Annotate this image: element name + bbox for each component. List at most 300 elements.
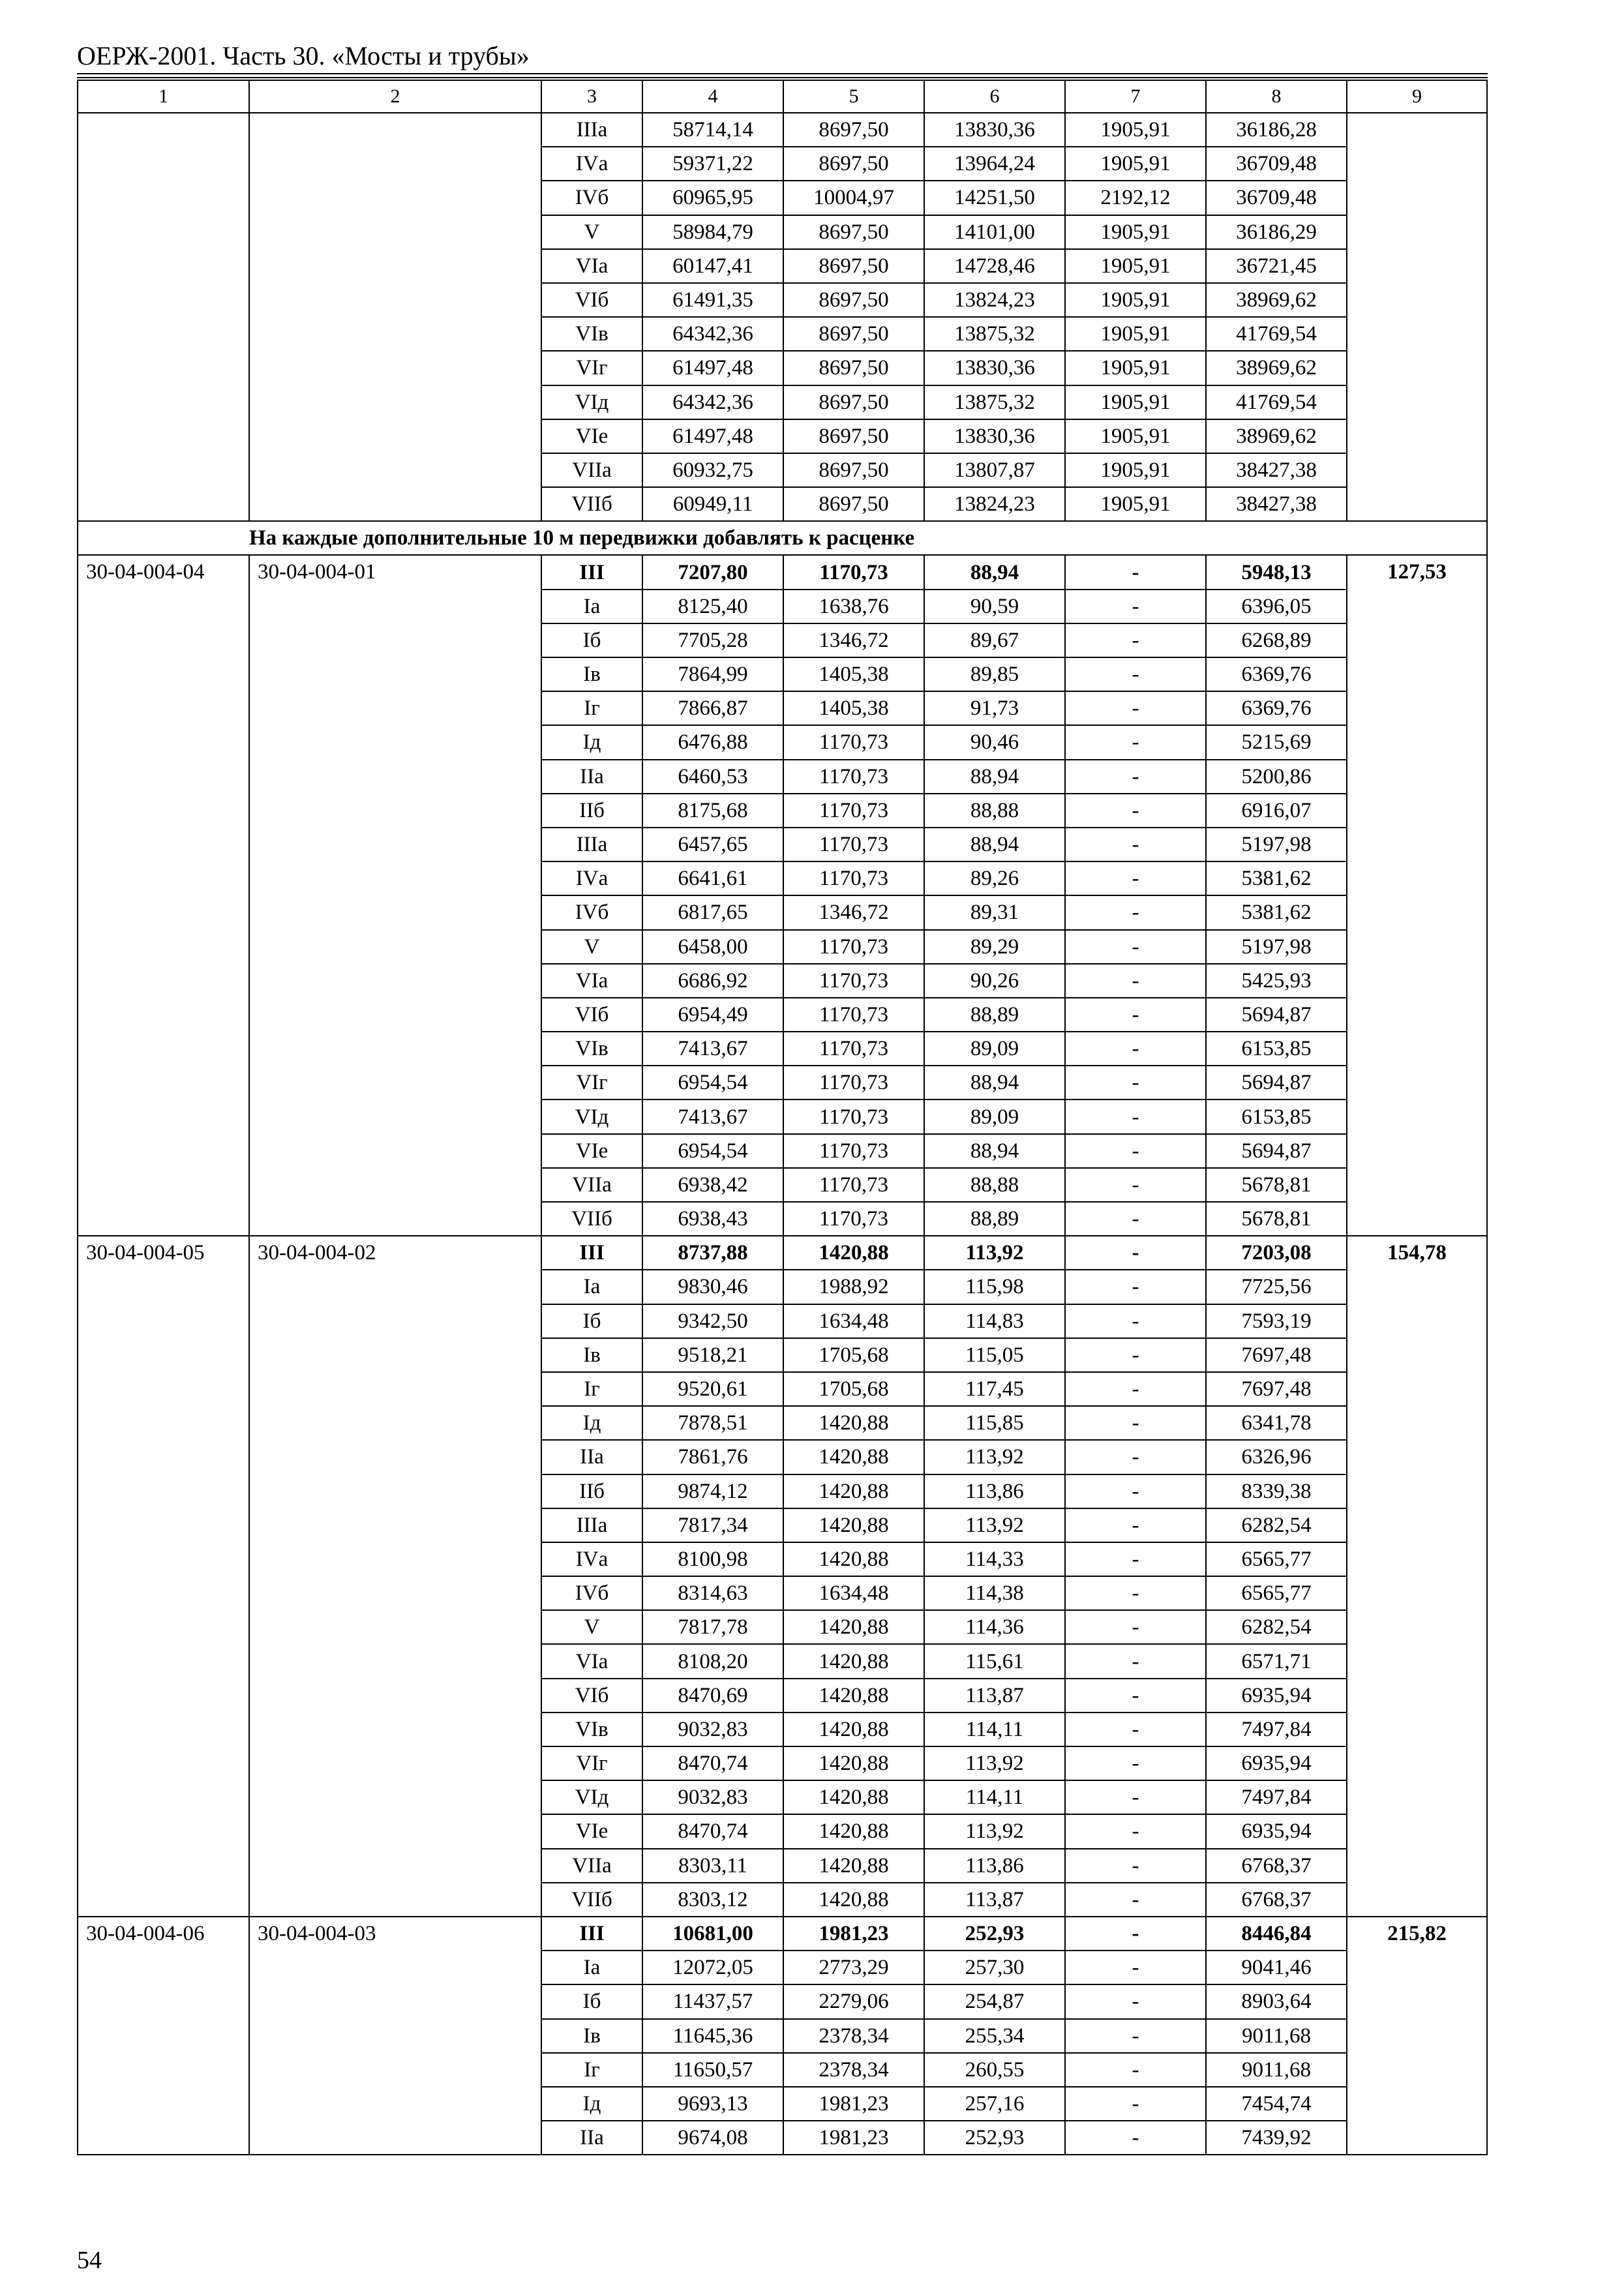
wage-cost: 8697,50 <box>783 317 924 351</box>
operator-wage: - <box>1065 2087 1206 2121</box>
material-cost: 5694,87 <box>1206 998 1347 1032</box>
total-cost: 8470,69 <box>642 1679 783 1713</box>
operator-wage: - <box>1065 964 1206 998</box>
machine-cost: 88,94 <box>924 828 1065 861</box>
machine-cost: 257,30 <box>924 1951 1065 1984</box>
total-cost: 64342,36 <box>642 385 783 419</box>
operator-wage: - <box>1065 1032 1206 1066</box>
machine-cost: 113,92 <box>924 1440 1065 1474</box>
territory-zone: VIв <box>541 1713 642 1746</box>
machine-cost: 114,38 <box>924 1576 1065 1610</box>
territory-zone: VIб <box>541 998 642 1032</box>
material-cost: 5215,69 <box>1206 725 1347 759</box>
operator-wage: - <box>1065 1202 1206 1236</box>
total-cost: 6954,54 <box>642 1134 783 1168</box>
wage-cost: 1170,73 <box>783 1202 924 1236</box>
material-cost: 7439,92 <box>1206 2121 1347 2155</box>
machine-cost: 113,92 <box>924 1236 1065 1270</box>
machine-cost: 252,93 <box>924 1917 1065 1951</box>
machine-cost: 13824,23 <box>924 283 1065 317</box>
operator-wage: 1905,91 <box>1065 147 1206 181</box>
material-cost: 6768,37 <box>1206 1849 1347 1883</box>
material-cost: 5694,87 <box>1206 1066 1347 1100</box>
operator-wage: 1905,91 <box>1065 419 1206 453</box>
wage-cost: 1981,23 <box>783 2121 924 2155</box>
territory-zone: IIIа <box>541 828 642 861</box>
operator-wage: - <box>1065 1610 1206 1644</box>
total-cost: 8175,68 <box>642 794 783 828</box>
machine-cost: 14728,46 <box>924 249 1065 283</box>
total-cost: 9032,83 <box>642 1780 783 1814</box>
territory-zone: VIIа <box>541 1168 642 1202</box>
wage-cost: 1420,88 <box>783 1883 924 1917</box>
wage-cost: 1346,72 <box>783 623 924 657</box>
machine-cost: 252,93 <box>924 2121 1065 2155</box>
material-cost: 6396,05 <box>1206 590 1347 623</box>
machine-cost: 13964,24 <box>924 147 1065 181</box>
territory-zone: IVб <box>541 1576 642 1610</box>
machine-cost: 91,73 <box>924 691 1065 725</box>
operator-wage: - <box>1065 1746 1206 1780</box>
operator-wage: - <box>1065 2053 1206 2087</box>
column-number: 1 <box>78 80 249 113</box>
material-cost: 7497,84 <box>1206 1780 1347 1814</box>
territory-zone: VIIб <box>541 1883 642 1917</box>
operator-wage: - <box>1065 725 1206 759</box>
wage-cost: 8697,50 <box>783 249 924 283</box>
machine-cost: 113,87 <box>924 1679 1065 1713</box>
territory-zone: IVа <box>541 147 642 181</box>
material-cost: 7203,08 <box>1206 1236 1347 1270</box>
total-cost: 8100,98 <box>642 1542 783 1576</box>
territory-zone: Iа <box>541 1270 642 1304</box>
material-cost: 38427,38 <box>1206 487 1347 521</box>
rate-code: 30-04-004-04 <box>78 555 249 1236</box>
operator-wage: - <box>1065 1270 1206 1304</box>
total-cost: 6457,65 <box>642 828 783 861</box>
column-number: 9 <box>1347 80 1487 113</box>
total-cost: 6686,92 <box>642 964 783 998</box>
total-cost: 7866,87 <box>642 691 783 725</box>
material-cost: 9011,68 <box>1206 2053 1347 2087</box>
column-number: 3 <box>541 80 642 113</box>
wage-cost: 1420,88 <box>783 1440 924 1474</box>
wage-cost: 10004,97 <box>783 181 924 215</box>
machine-cost: 113,87 <box>924 1883 1065 1917</box>
total-cost: 60932,75 <box>642 453 783 487</box>
total-cost: 7207,80 <box>642 555 783 589</box>
material-cost: 6153,85 <box>1206 1032 1347 1066</box>
total-cost: 6458,00 <box>642 930 783 964</box>
material-cost: 5948,13 <box>1206 555 1347 589</box>
total-cost: 7861,76 <box>642 1440 783 1474</box>
territory-zone: IVб <box>541 895 642 929</box>
territory-zone: VIIб <box>541 487 642 521</box>
operator-wage: 1905,91 <box>1065 249 1206 283</box>
total-cost: 6938,43 <box>642 1202 783 1236</box>
material-cost: 38969,62 <box>1206 351 1347 385</box>
material-cost: 7454,74 <box>1206 2087 1347 2121</box>
material-cost: 38969,62 <box>1206 419 1347 453</box>
territory-zone: IVб <box>541 181 642 215</box>
total-cost: 12072,05 <box>642 1951 783 1984</box>
machine-cost: 113,92 <box>924 1508 1065 1542</box>
total-cost: 11437,57 <box>642 1984 783 2018</box>
territory-zone: III <box>541 555 642 589</box>
material-cost: 36721,45 <box>1206 249 1347 283</box>
total-cost: 6938,42 <box>642 1168 783 1202</box>
material-cost: 7697,48 <box>1206 1338 1347 1372</box>
machine-cost: 89,29 <box>924 930 1065 964</box>
total-cost: 9830,46 <box>642 1270 783 1304</box>
material-cost: 6768,37 <box>1206 1883 1347 1917</box>
total-cost: 9518,21 <box>642 1338 783 1372</box>
wage-cost: 8697,50 <box>783 419 924 453</box>
wage-cost: 2378,34 <box>783 2053 924 2087</box>
total-cost: 8125,40 <box>642 590 783 623</box>
wage-cost: 1170,73 <box>783 725 924 759</box>
operator-wage: - <box>1065 2121 1206 2155</box>
operator-wage: - <box>1065 1338 1206 1372</box>
wage-cost: 1170,73 <box>783 930 924 964</box>
machine-cost: 115,85 <box>924 1406 1065 1440</box>
material-cost: 6326,96 <box>1206 1440 1347 1474</box>
table-row <box>78 555 1487 589</box>
territory-zone: VIд <box>541 1100 642 1133</box>
machine-cost: 88,88 <box>924 1168 1065 1202</box>
material-cost: 8903,64 <box>1206 1984 1347 2018</box>
wage-cost: 1420,88 <box>783 1679 924 1713</box>
material-cost: 6571,71 <box>1206 1644 1347 1678</box>
wage-cost: 8697,50 <box>783 487 924 521</box>
material-cost: 9011,68 <box>1206 2019 1347 2053</box>
operator-wage: - <box>1065 657 1206 691</box>
wage-cost: 1638,76 <box>783 590 924 623</box>
wage-cost: 1170,73 <box>783 1032 924 1066</box>
total-cost: 8303,11 <box>642 1849 783 1883</box>
wage-cost: 1981,23 <box>783 2087 924 2121</box>
territory-zone: VIб <box>541 1679 642 1713</box>
machine-cost: 88,89 <box>924 998 1065 1032</box>
material-cost: 6935,94 <box>1206 1679 1347 1713</box>
table-row <box>78 113 1487 147</box>
total-cost: 11650,57 <box>642 2053 783 2087</box>
wage-cost: 1420,88 <box>783 1780 924 1814</box>
wage-cost: 1420,88 <box>783 1849 924 1883</box>
material-cost: 6935,94 <box>1206 1746 1347 1780</box>
wage-cost: 1170,73 <box>783 1100 924 1133</box>
territory-zone: Iб <box>541 1984 642 2018</box>
territory-zone: IIIа <box>541 113 642 147</box>
additional-price: 215,82 <box>1347 1917 1487 2155</box>
material-cost: 7697,48 <box>1206 1372 1347 1406</box>
wage-cost: 1170,73 <box>783 998 924 1032</box>
territory-zone: V <box>541 1610 642 1644</box>
wage-cost: 1705,68 <box>783 1338 924 1372</box>
material-cost: 5197,98 <box>1206 930 1347 964</box>
wage-cost: 1405,38 <box>783 657 924 691</box>
operator-wage: - <box>1065 1304 1206 1338</box>
base-rate-code: 30-04-004-03 <box>249 1917 541 2155</box>
total-cost: 11645,36 <box>642 2019 783 2053</box>
operator-wage: - <box>1065 998 1206 1032</box>
operator-wage: - <box>1065 1780 1206 1814</box>
wage-cost: 1170,73 <box>783 861 924 895</box>
territory-zone: VIе <box>541 1134 642 1168</box>
table-row <box>78 1917 1487 1951</box>
machine-cost: 90,46 <box>924 725 1065 759</box>
wage-cost: 1405,38 <box>783 691 924 725</box>
territory-zone: VIIб <box>541 1202 642 1236</box>
note-text: На каждые дополнительные 10 м передвижки добавлять к расценке <box>249 521 1487 555</box>
total-cost: 6954,54 <box>642 1066 783 1100</box>
material-cost: 6341,78 <box>1206 1406 1347 1440</box>
territory-zone: VIа <box>541 249 642 283</box>
wage-cost: 8697,50 <box>783 147 924 181</box>
territory-zone: VIг <box>541 1066 642 1100</box>
territory-zone: IVа <box>541 861 642 895</box>
header-rule <box>77 73 1488 74</box>
machine-cost: 114,11 <box>924 1780 1065 1814</box>
page-number: 54 <box>77 2247 102 2274</box>
operator-wage: - <box>1065 1984 1206 2018</box>
total-cost: 9342,50 <box>642 1304 783 1338</box>
wage-cost: 2773,29 <box>783 1951 924 1984</box>
operator-wage: - <box>1065 1440 1206 1474</box>
column-number-row <box>78 80 1487 113</box>
machine-cost: 89,31 <box>924 895 1065 929</box>
wage-cost: 2279,06 <box>783 1984 924 2018</box>
machine-cost: 89,09 <box>924 1032 1065 1066</box>
wage-cost: 1981,23 <box>783 1917 924 1951</box>
material-cost: 5425,93 <box>1206 964 1347 998</box>
total-cost: 6641,61 <box>642 861 783 895</box>
territory-zone: Iа <box>541 1951 642 1984</box>
material-cost: 9041,46 <box>1206 1951 1347 1984</box>
operator-wage: - <box>1065 895 1206 929</box>
material-cost: 8339,38 <box>1206 1474 1347 1508</box>
territory-zone: Iг <box>541 691 642 725</box>
total-cost: 6476,88 <box>642 725 783 759</box>
territory-zone: IIа <box>541 760 642 794</box>
wage-cost: 1170,73 <box>783 794 924 828</box>
note-blank <box>78 521 249 555</box>
material-cost: 38969,62 <box>1206 283 1347 317</box>
total-cost: 8470,74 <box>642 1814 783 1848</box>
total-cost: 58984,79 <box>642 215 783 249</box>
territory-zone: IIIа <box>541 1508 642 1542</box>
operator-wage: 1905,91 <box>1065 351 1206 385</box>
territory-zone: Iг <box>541 1372 642 1406</box>
operator-wage: - <box>1065 1849 1206 1883</box>
operator-wage: - <box>1065 1713 1206 1746</box>
rate-code <box>78 113 249 521</box>
total-cost: 9874,12 <box>642 1474 783 1508</box>
territory-zone: Iв <box>541 1338 642 1372</box>
operator-wage: 1905,91 <box>1065 113 1206 147</box>
territory-zone: VIа <box>541 1644 642 1678</box>
machine-cost: 13807,87 <box>924 453 1065 487</box>
operator-wage: - <box>1065 1576 1206 1610</box>
operator-wage: - <box>1065 1100 1206 1133</box>
territory-zone: Iв <box>541 657 642 691</box>
machine-cost: 13824,23 <box>924 487 1065 521</box>
material-cost: 36709,48 <box>1206 147 1347 181</box>
rate-code: 30-04-004-05 <box>78 1236 249 1917</box>
territory-zone: VIд <box>541 385 642 419</box>
material-cost: 7725,56 <box>1206 1270 1347 1304</box>
machine-cost: 89,85 <box>924 657 1065 691</box>
total-cost: 59371,22 <box>642 147 783 181</box>
operator-wage: 1905,91 <box>1065 215 1206 249</box>
machine-cost: 13830,36 <box>924 351 1065 385</box>
territory-zone: Iд <box>541 725 642 759</box>
total-cost: 7413,67 <box>642 1032 783 1066</box>
total-cost: 61497,48 <box>642 419 783 453</box>
column-number: 6 <box>924 80 1065 113</box>
territory-zone: IIб <box>541 1474 642 1508</box>
operator-wage: - <box>1065 828 1206 861</box>
material-cost: 5678,81 <box>1206 1202 1347 1236</box>
territory-zone: Iб <box>541 623 642 657</box>
wage-cost: 1705,68 <box>783 1372 924 1406</box>
machine-cost: 88,94 <box>924 1134 1065 1168</box>
total-cost: 6817,65 <box>642 895 783 929</box>
operator-wage: - <box>1065 691 1206 725</box>
material-cost: 8446,84 <box>1206 1917 1347 1951</box>
machine-cost: 90,26 <box>924 964 1065 998</box>
additional-price: 127,53 <box>1347 555 1487 1236</box>
territory-zone: VIIа <box>541 453 642 487</box>
material-cost: 41769,54 <box>1206 317 1347 351</box>
operator-wage: - <box>1065 590 1206 623</box>
wage-cost: 8697,50 <box>783 385 924 419</box>
base-rate-code <box>249 113 541 521</box>
wage-cost: 8697,50 <box>783 113 924 147</box>
operator-wage: - <box>1065 555 1206 589</box>
rates-table-body <box>78 113 1487 2155</box>
material-cost: 5694,87 <box>1206 1134 1347 1168</box>
territory-zone: Iа <box>541 590 642 623</box>
wage-cost: 1420,88 <box>783 1713 924 1746</box>
material-cost: 6282,54 <box>1206 1610 1347 1644</box>
total-cost: 8303,12 <box>642 1883 783 1917</box>
material-cost: 6153,85 <box>1206 1100 1347 1133</box>
machine-cost: 254,87 <box>924 1984 1065 2018</box>
operator-wage: - <box>1065 1542 1206 1576</box>
operator-wage: - <box>1065 1168 1206 1202</box>
operator-wage: - <box>1065 1679 1206 1713</box>
total-cost: 7413,67 <box>642 1100 783 1133</box>
base-rate-code: 30-04-004-02 <box>249 1236 541 1917</box>
territory-zone: Iв <box>541 2019 642 2053</box>
machine-cost: 114,83 <box>924 1304 1065 1338</box>
operator-wage: - <box>1065 1883 1206 1917</box>
machine-cost: 89,67 <box>924 623 1065 657</box>
operator-wage: - <box>1065 760 1206 794</box>
total-cost: 7878,51 <box>642 1406 783 1440</box>
wage-cost: 1420,88 <box>783 1814 924 1848</box>
header-rule-double <box>77 77 1488 78</box>
operator-wage: - <box>1065 1644 1206 1678</box>
machine-cost: 88,94 <box>924 555 1065 589</box>
territory-zone: VIг <box>541 1746 642 1780</box>
total-cost: 58714,14 <box>642 113 783 147</box>
total-cost: 8470,74 <box>642 1746 783 1780</box>
territory-zone: IVа <box>541 1542 642 1576</box>
machine-cost: 115,98 <box>924 1270 1065 1304</box>
machine-cost: 13830,36 <box>924 419 1065 453</box>
operator-wage: - <box>1065 861 1206 895</box>
total-cost: 6460,53 <box>642 760 783 794</box>
base-rate-code: 30-04-004-01 <box>249 555 541 1236</box>
total-cost: 8737,88 <box>642 1236 783 1270</box>
machine-cost: 117,45 <box>924 1372 1065 1406</box>
machine-cost: 89,09 <box>924 1100 1065 1133</box>
total-cost: 8314,63 <box>642 1576 783 1610</box>
material-cost: 5381,62 <box>1206 895 1347 929</box>
machine-cost: 260,55 <box>924 2053 1065 2087</box>
operator-wage: 1905,91 <box>1065 317 1206 351</box>
total-cost: 8108,20 <box>642 1644 783 1678</box>
wage-cost: 1170,73 <box>783 1134 924 1168</box>
note-row <box>78 521 1487 555</box>
territory-zone: VIв <box>541 1032 642 1066</box>
machine-cost: 88,94 <box>924 1066 1065 1100</box>
table-row <box>78 1236 1487 1270</box>
machine-cost: 114,33 <box>924 1542 1065 1576</box>
operator-wage: - <box>1065 1814 1206 1848</box>
operator-wage: 2192,12 <box>1065 181 1206 215</box>
wage-cost: 1420,88 <box>783 1406 924 1440</box>
total-cost: 9674,08 <box>642 2121 783 2155</box>
additional-price: 154,78 <box>1347 1236 1487 1917</box>
column-number: 7 <box>1065 80 1206 113</box>
operator-wage: - <box>1065 1474 1206 1508</box>
machine-cost: 88,88 <box>924 794 1065 828</box>
wage-cost: 1170,73 <box>783 760 924 794</box>
operator-wage: - <box>1065 930 1206 964</box>
total-cost: 60965,95 <box>642 181 783 215</box>
territory-zone: VIг <box>541 351 642 385</box>
wage-cost: 1420,88 <box>783 1542 924 1576</box>
material-cost: 6268,89 <box>1206 623 1347 657</box>
territory-zone: Iд <box>541 1406 642 1440</box>
total-cost: 7817,34 <box>642 1508 783 1542</box>
wage-cost: 1170,73 <box>783 1168 924 1202</box>
operator-wage: - <box>1065 1236 1206 1270</box>
operator-wage: 1905,91 <box>1065 283 1206 317</box>
wage-cost: 1420,88 <box>783 1746 924 1780</box>
machine-cost: 114,36 <box>924 1610 1065 1644</box>
wage-cost: 1420,88 <box>783 1508 924 1542</box>
total-cost: 6954,49 <box>642 998 783 1032</box>
material-cost: 5381,62 <box>1206 861 1347 895</box>
rate-code: 30-04-004-06 <box>78 1917 249 2155</box>
total-cost: 9520,61 <box>642 1372 783 1406</box>
operator-wage: - <box>1065 1372 1206 1406</box>
additional-price <box>1347 113 1487 521</box>
material-cost: 7497,84 <box>1206 1713 1347 1746</box>
total-cost: 9032,83 <box>642 1713 783 1746</box>
material-cost: 36709,48 <box>1206 181 1347 215</box>
wage-cost: 1634,48 <box>783 1304 924 1338</box>
total-cost: 61491,35 <box>642 283 783 317</box>
material-cost: 6916,07 <box>1206 794 1347 828</box>
wage-cost: 1420,88 <box>783 1644 924 1678</box>
wage-cost: 1170,73 <box>783 828 924 861</box>
column-number: 5 <box>783 80 924 113</box>
